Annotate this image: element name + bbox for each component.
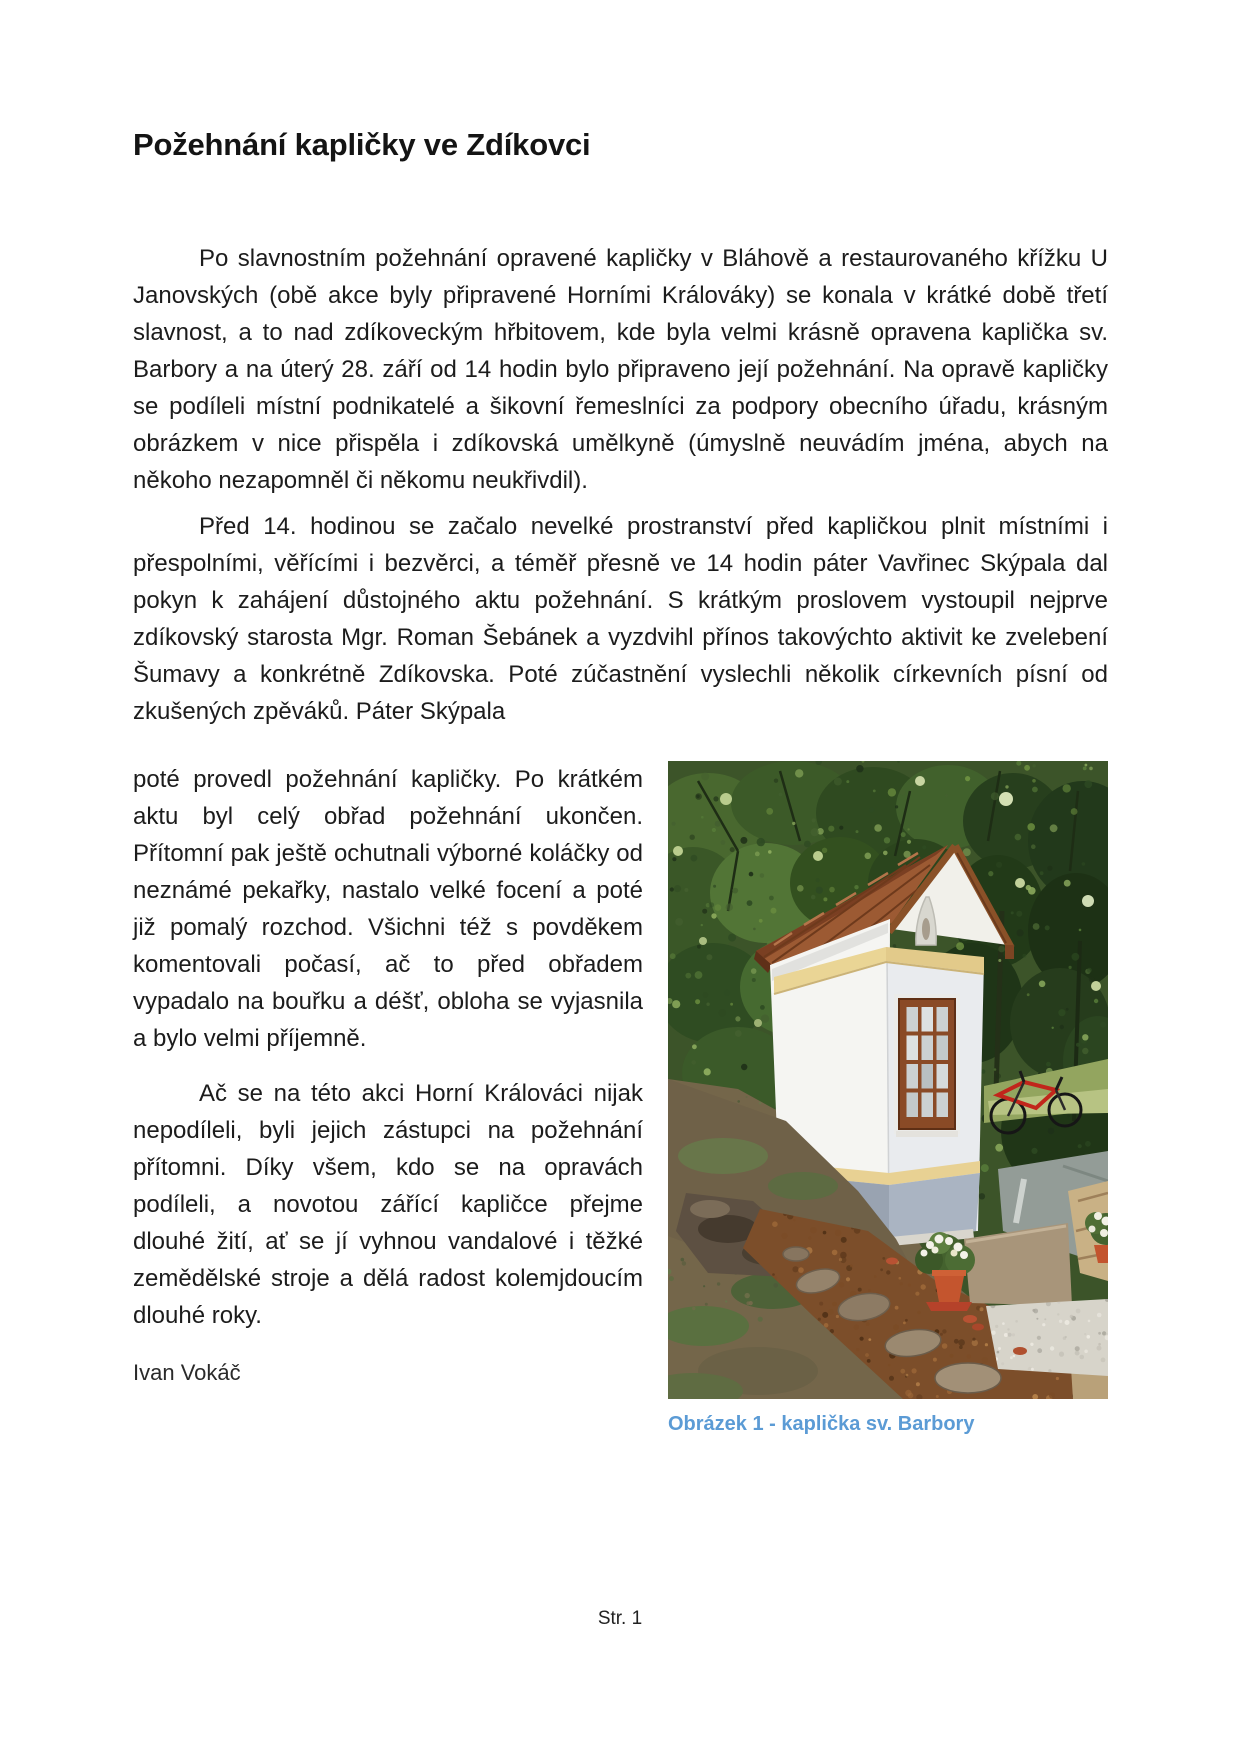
gravel-patch (986, 1298, 1108, 1377)
paragraph-3: Ač se na této akci Horní Králováci nijak nepodíleli, byli jejich zástupci na požehnání přítomni. Díky všem, kdo se na opravách podíleli, a novotou zářící kapličce přejme dlouhé žití, ať se jí vyhnou vandalové i těžké zemědělské stroje a dělá radost kolemjdoucím dlouhé roky. (133, 1080, 643, 1329)
paragraph-1: Po slavnostním požehnání opravené kapličky v Bláhově a restaurovaného křížku U Janovských (obě akce byly připravené Horními Králováky) se konala v krátké době třetí slavnost, a to nad zdíkoveckým hřbitovem, kde byla velmi krásně opravena kaplička sv. Barbory a na úterý 28. září od 14 hodin bylo připraveno její požehnání. Na opravě kapličky se podíleli místní podnikatelé a šikovní řemeslníci za podpory obecního úřadu, krásným obrázkem v nice přispěla i zdíkovská umělkyně (úmyslně neuvádím jména, abych na někoho nezapomněl či někomu neukřivdil). (133, 245, 1108, 494)
document-title: Požehnání kapličky ve Zdíkovci (133, 127, 591, 162)
chapel-photo (668, 761, 1108, 1399)
paragraph-2-wrapped: poté provedl požehnání kapličky. Po krátkém aktu byl celý obřad požehnání ukončen. Přítomní pak ještě ochutnali výborné koláčky od neznámé pekařky, nastalo velké focení a poté již pomalý rozchod. Všichni též s povděkem komentovali počasí, ač to před obřadem vypadalo na bouřku a déšť, obloha se vyjasnila a bylo velmi příjemně. (133, 766, 643, 1052)
photo-figure (668, 761, 1108, 1436)
chapel-window (894, 994, 960, 1137)
author-line: Ivan Vokáč (133, 1360, 241, 1385)
figure-caption: Obrázek 1 - kaplička sv. Barbory (668, 1413, 975, 1435)
paragraph-2-full-width: Před 14. hodinou se začalo nevelké prostranství před kapličkou plnit místními i přespolními, věřícími i bezvěrci, a téměř přesně ve 14 hodin páter Vavřinec Skýpala dal pokyn k zahájení důstojného aktu požehnání. S krátkým proslovem vystoupil nejprve zdíkovský starosta Mgr. Roman Šebánek a vyzdvihl přínos takovýchto aktivit ke zvelebení Šumavy a konkrétně Zdíkovska. Poté zúčastnění vyslechli několik církevních písní od zkušených zpěváků. Páter Skýpala (133, 513, 1108, 725)
text-image-wrap-section (133, 761, 1108, 1442)
chapel-photo-illustration (668, 761, 1108, 1399)
page-number: Str. 1 (597, 1608, 643, 1629)
